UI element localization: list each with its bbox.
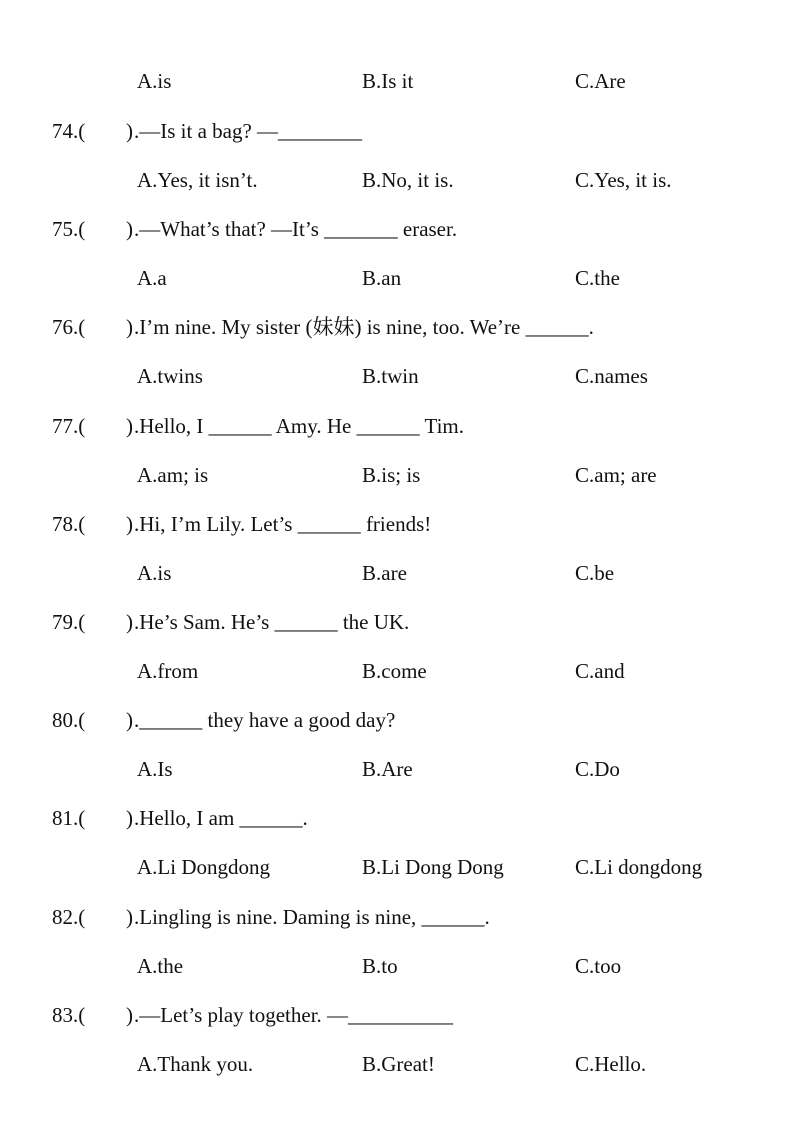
question-stem: .______ they have a good day? <box>134 708 396 732</box>
option-c: C.be <box>575 561 615 585</box>
option-c: C.names <box>575 364 648 388</box>
option-b: B.is; is <box>362 463 421 487</box>
question-row <box>0 705 800 735</box>
option-a: A.Yes, it isn’t. <box>137 168 258 192</box>
option-b: B.Li Dong Dong <box>362 855 504 879</box>
option-a: A.am; is <box>137 463 209 487</box>
question-stem: .—Let’s play together. —__________ <box>134 1003 454 1027</box>
option-b: B.Are <box>362 757 413 781</box>
question-row <box>0 116 800 146</box>
option-c: C.am; are <box>575 463 657 487</box>
option-b: B.twin <box>362 364 419 388</box>
question-stem: .—Is it a bag? —________ <box>134 119 363 143</box>
answer-blank-close: ) <box>126 708 133 732</box>
options-row <box>0 165 800 195</box>
question-stem: .He’s Sam. He’s ______ the UK. <box>134 610 410 634</box>
options-row <box>0 361 800 391</box>
option-a: A.twins <box>137 364 203 388</box>
option-b: B.Is it <box>362 69 414 93</box>
option-b: B.come <box>362 659 427 683</box>
question-stem: .Lingling is nine. Daming is nine, ______. <box>134 905 490 929</box>
option-a: A.a <box>137 266 167 290</box>
option-a: A.Is <box>137 757 173 781</box>
question-stem: .Hello, I am ______. <box>134 806 308 830</box>
answer-blank-close: ) <box>126 414 133 438</box>
answer-blank-close: ) <box>126 217 133 241</box>
question-row <box>0 214 800 244</box>
option-c: C.Li dongdong <box>575 855 703 879</box>
question-row <box>0 312 800 342</box>
question-row <box>0 803 800 833</box>
answer-blank-close: ) <box>126 905 133 929</box>
question-row <box>0 1000 800 1030</box>
option-b: B.are <box>362 561 407 585</box>
question-number: 74.( <box>52 119 86 143</box>
question-number: 79.( <box>52 610 86 634</box>
question-number: 78.( <box>52 512 86 536</box>
options-row <box>0 852 800 882</box>
question-number: 81.( <box>52 806 86 830</box>
option-a: A.is <box>137 69 172 93</box>
option-a: A.the <box>137 954 184 978</box>
question-number: 77.( <box>52 414 86 438</box>
options-row <box>0 951 800 981</box>
options-row <box>0 754 800 784</box>
question-stem: .I’m nine. My sister (妹妹) is nine, too. We’re ______. <box>134 315 594 339</box>
option-b: B.to <box>362 954 398 978</box>
option-c: C.and <box>575 659 625 683</box>
question-number: 76.( <box>52 315 86 339</box>
question-stem: .—What’s that? —It’s _______ eraser. <box>134 217 458 241</box>
option-a: A.from <box>137 659 199 683</box>
option-c: C.Yes, it is. <box>575 168 672 192</box>
option-a: A.is <box>137 561 172 585</box>
option-c: C.too <box>575 954 622 978</box>
option-a: A.Li Dongdong <box>137 855 270 879</box>
question-row <box>0 509 800 539</box>
options-row <box>0 558 800 588</box>
answer-blank-close: ) <box>126 610 133 634</box>
answer-blank-close: ) <box>126 315 133 339</box>
answer-blank-close: ) <box>126 512 133 536</box>
options-row <box>0 1049 800 1079</box>
question-row <box>0 902 800 932</box>
question-number: 83.( <box>52 1003 86 1027</box>
options-row <box>0 656 800 686</box>
options-row <box>0 460 800 490</box>
option-b: B.No, it is. <box>362 168 454 192</box>
answer-blank-close: ) <box>126 119 133 143</box>
option-a: A.Thank you. <box>137 1052 254 1076</box>
question-stem: .Hello, I ______ Amy. He ______ Tim. <box>134 414 464 438</box>
answer-blank-close: ) <box>126 1003 133 1027</box>
question-number: 80.( <box>52 708 86 732</box>
option-b: B.an <box>362 266 402 290</box>
option-c: C.the <box>575 266 620 290</box>
option-c: C.Do <box>575 757 620 781</box>
answer-blank-close: ) <box>126 806 133 830</box>
question-number: 82.( <box>52 905 86 929</box>
question-stem: .Hi, I’m Lily. Let’s ______ friends! <box>134 512 432 536</box>
option-c: C.Are <box>575 69 626 93</box>
option-c: C.Hello. <box>575 1052 647 1076</box>
option-b: B.Great! <box>362 1052 435 1076</box>
question-number: 75.( <box>52 217 86 241</box>
options-row <box>0 263 800 293</box>
options-row-73 <box>0 66 800 96</box>
question-row <box>0 411 800 441</box>
question-row <box>0 607 800 637</box>
